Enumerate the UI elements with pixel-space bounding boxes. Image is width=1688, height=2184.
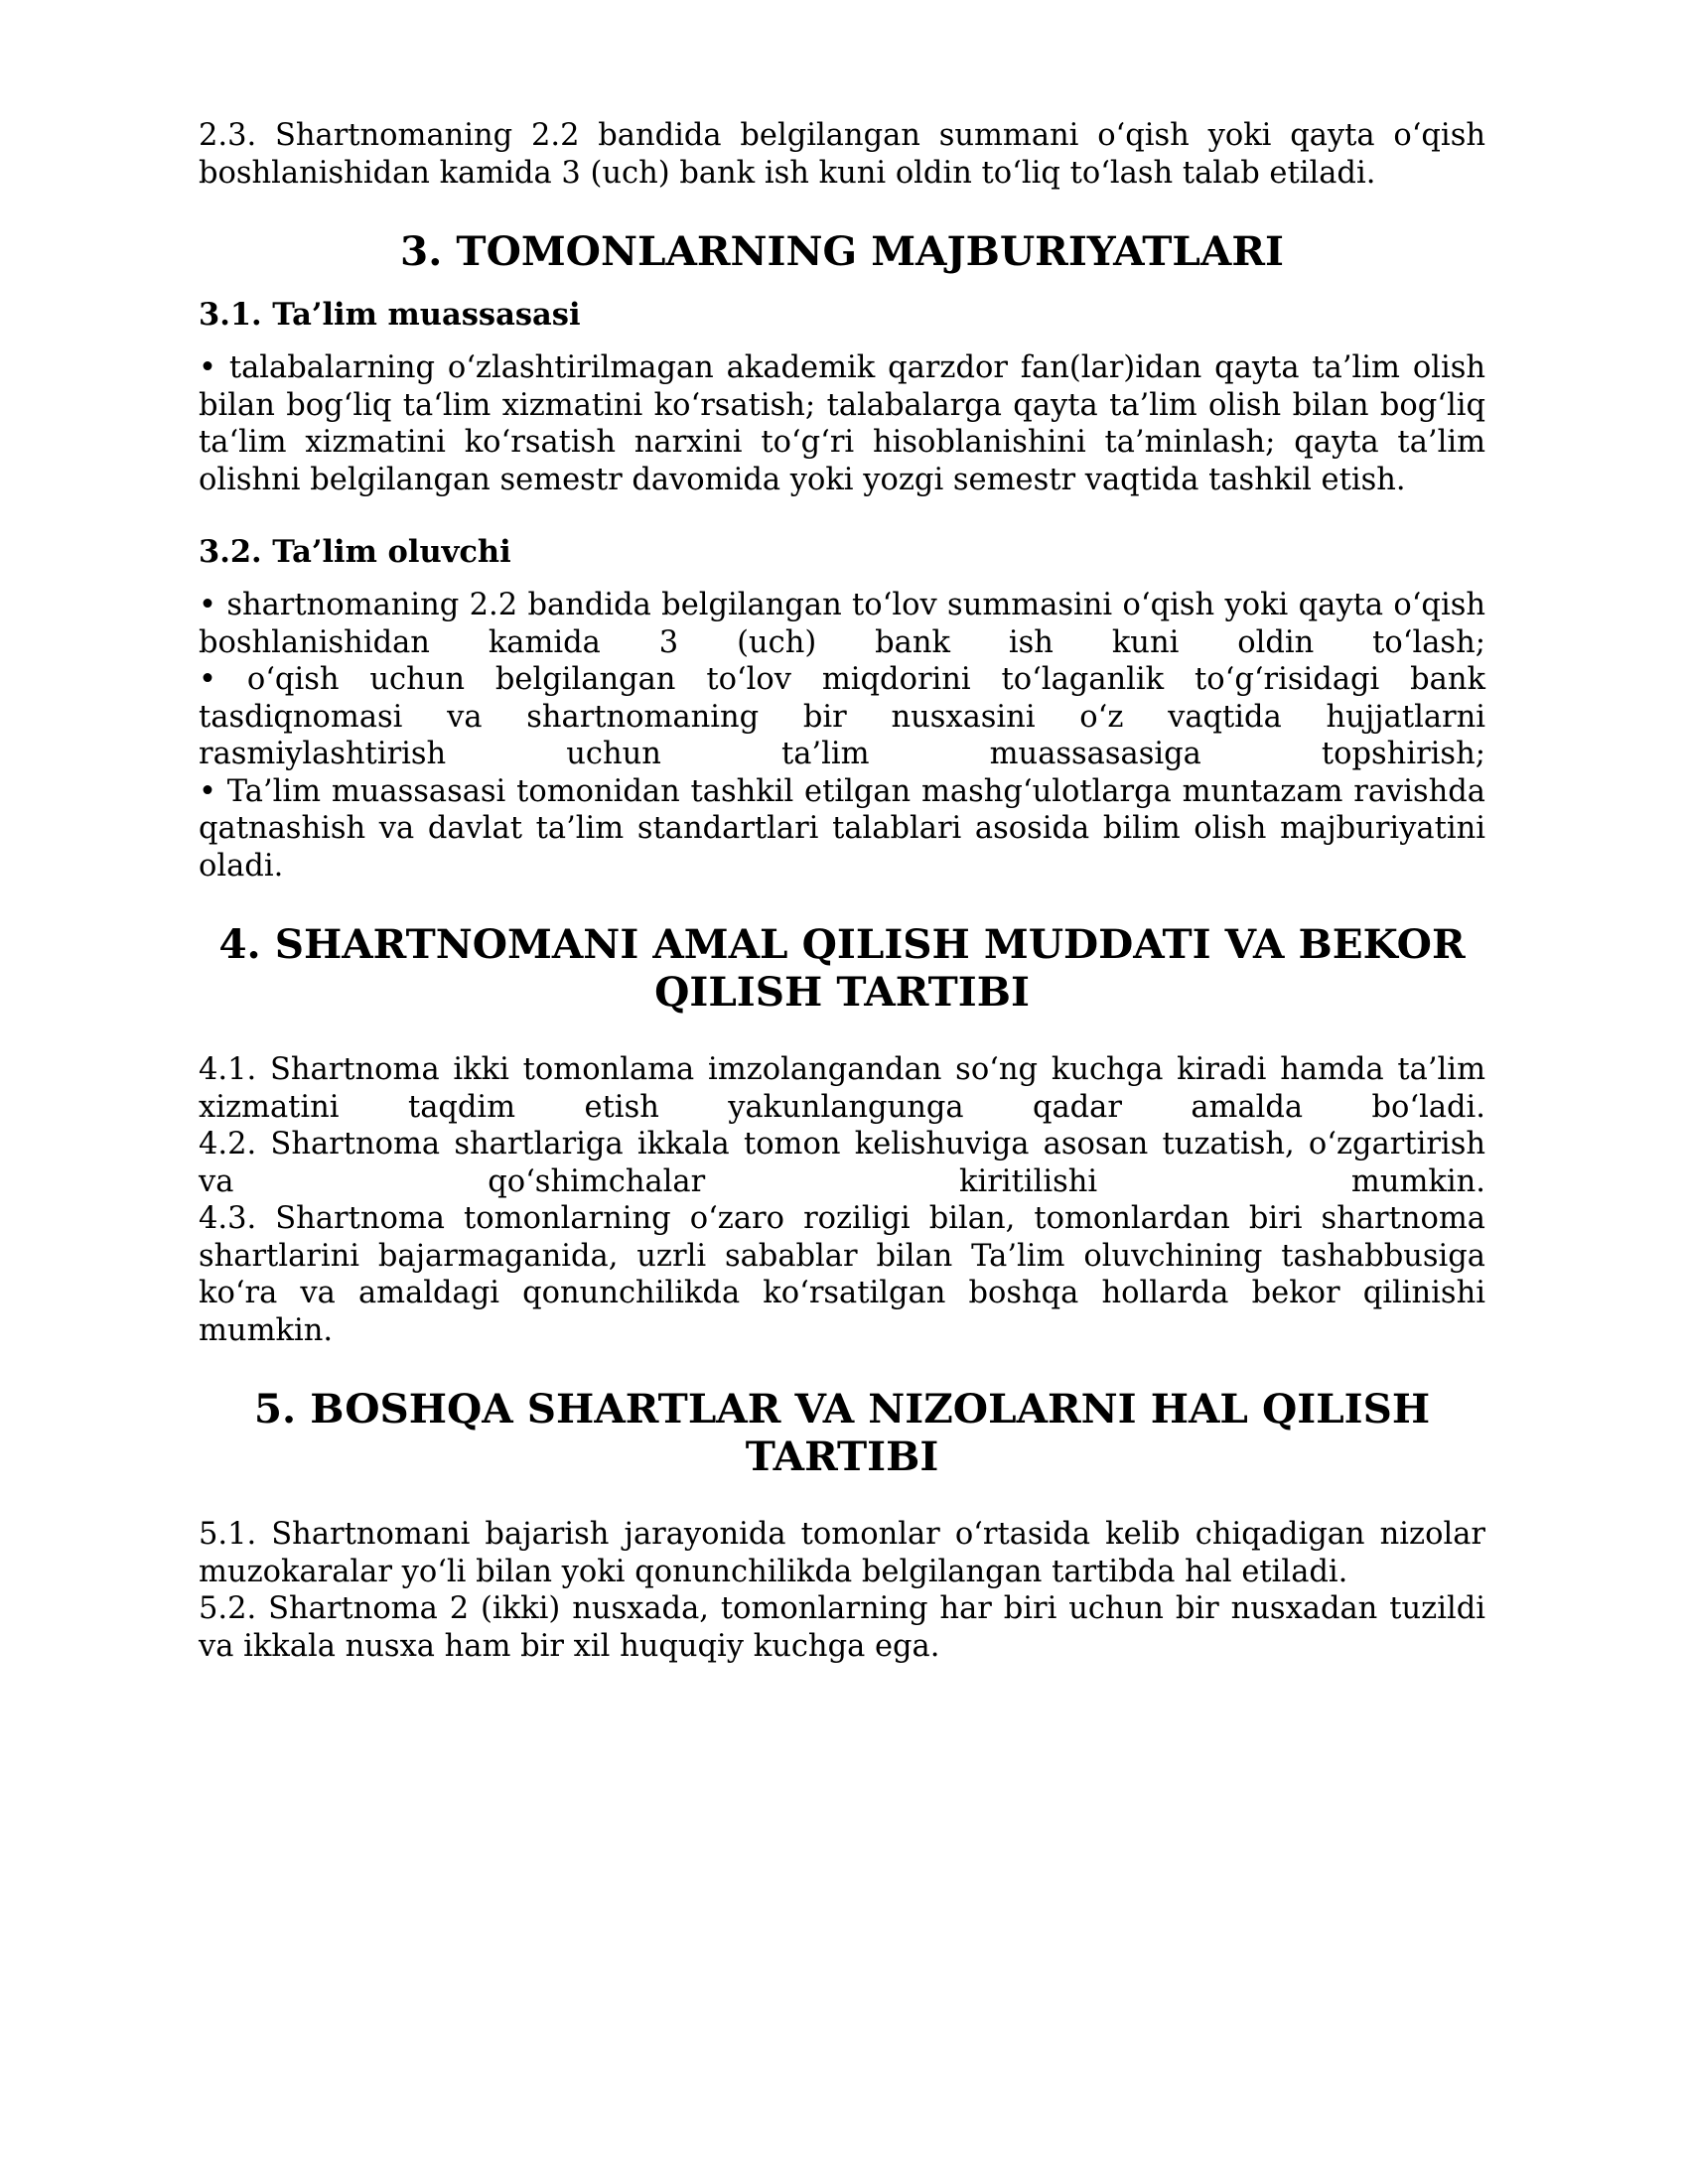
subsection-3-1-text: • talabalarning oʻzlashtirilmagan akademik qarzdor fan(lar)idan qayta ta’lim olish bilan bogʻliq taʻlim xizmatini koʻrsatish; talabalarga qayta ta’lim olish bilan bogʻliq taʻlim xizmatini koʻrsatish narxini toʻgʻri hisoblanishini ta’minlash; qayta ta’lim olishni belgilangan semestr davomida yoki yozgi semestr vaqtida tashkil etish.: [199, 350, 1485, 497]
subsection-3-2-title: 3.2. Ta’lim oluvchi: [199, 534, 511, 570]
clause-4-1: 4.1. Shartnoma ikki tomonlama imzolangandan soʻng kuchga kiradi hamda ta’lim xizmatini taqdim etish yakunlangunga qadar amalda boʻladi.: [199, 1052, 1485, 1125]
subsection-3-2-bullet-2: • oʻqish uchun belgilangan toʻlov miqdorini toʻlaganlik toʻgʻrisidagi bank tasdiqnomasi va shartnomaning bir nusxasini oʻz vaqtida hujjatlarni rasmiylashtirish uchun ta’lim muassasasiga topshirish;: [199, 662, 1485, 771]
clause-5-2: 5.2. Shartnoma 2 (ikki) nusxada, tomonlarning har biri uchun bir nusxadan tuzildi va ikkala nusxa ham bir xil huquqiy kuchga ega.: [199, 1591, 1485, 1664]
clause-2-3: 2.3. Shartnomaning 2.2 bandida belgilangan summani oʻqish yoki qayta oʻqish boshlanishidan kamida 3 (uch) bank ish kuni oldin toʻliq toʻlash talab etiladi.: [199, 118, 1485, 191]
subsection-3-2-bullet-3: • Ta’lim muassasasi tomonidan tashkil etilgan mashgʻulotlarga muntazam ravishda qatnashish va davlat ta’lim standartlari talablari asosida bilim olish majburiyatini oladi.: [199, 773, 1485, 884]
section-4-title: [199, 920, 1485, 1016]
section-5-title: [199, 1385, 1485, 1480]
subsection-3-2-bullet-1: • shartnomaning 2.2 bandida belgilangan toʻlov summasini oʻqish yoki qayta oʻqish boshlanishidan kamida 3 (uch) bank ish kuni oldin toʻlash;: [199, 588, 1485, 660]
section-3-title: 3. TOMONLARNING MAJBURIYATLARI: [400, 227, 1284, 275]
document-page: [199, 117, 1485, 1665]
section-5-title-line-2: TARTIBI: [745, 1433, 939, 1480]
section-4-title-line-2: QILISH TARTIBI: [654, 968, 1030, 1016]
section-5-title-line-1: 5. BOSHQA SHARTLAR VA NIZOLARNI HAL QILISH: [253, 1385, 1431, 1433]
clause-4-2: 4.2. Shartnoma shartlariga ikkala tomon kelishuviga asosan tuzatish, oʻzgartirish va qoʻshimchalar kiritilishi mumkin.: [199, 1127, 1485, 1199]
clause-5-1: 5.1. Shartnomani bajarish jarayonida tomonlar oʻrtasida kelib chiqadigan nizolar muzokaralar yoʻli bilan yoki qonunchilikda belgilangan tartibda hal etiladi.: [199, 1517, 1485, 1589]
clause-4-3: 4.3. Shartnoma tomonlarning oʻzaro roziligi bilan, tomonlardan biri shartnoma shartlarini bajarmaganida, uzrli sabablar bilan Ta’lim oluvchining tashabbusiga koʻra va amaldagi qonunchilikda koʻrsatilgan boshqa hollarda bekor qilinishi mumkin.: [199, 1201, 1485, 1348]
subsection-3-1-title: 3.1. Ta’lim muassasasi: [199, 297, 581, 333]
section-4-title-line-1: 4. SHARTNOMANI AMAL QILISH MUDDATI VA BEKOR: [218, 920, 1466, 968]
